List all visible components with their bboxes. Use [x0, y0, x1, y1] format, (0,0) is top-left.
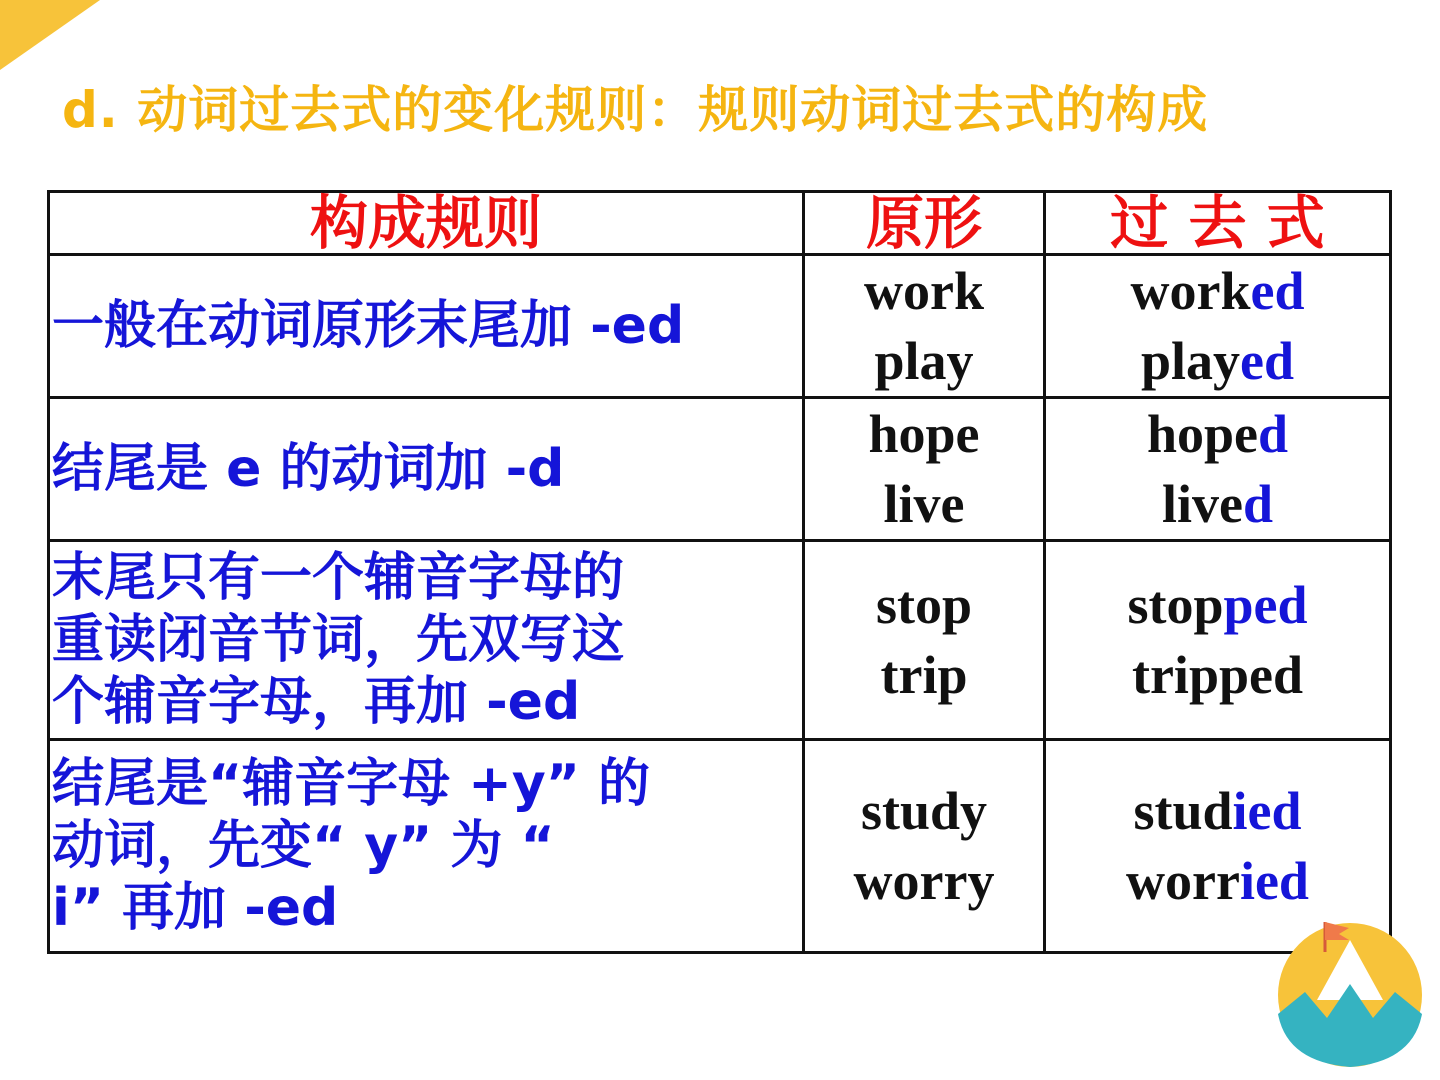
rule-cell: [49, 740, 804, 953]
past-stem: work: [1130, 261, 1251, 321]
base-word: live: [883, 474, 965, 534]
past-word: [1046, 570, 1389, 640]
past-suffix: ped: [1223, 575, 1308, 635]
past-word: [1046, 326, 1389, 396]
base-word: worry: [853, 851, 995, 911]
rule-text: 结尾是“辅音字母 +y” 的: [52, 754, 651, 814]
base-cell: [804, 740, 1045, 953]
past-stem: hope: [1146, 404, 1258, 464]
past-suffix: d: [1242, 474, 1274, 534]
past-word: [1046, 776, 1389, 846]
rule-text: 末尾只有一个辅音字母的: [52, 548, 625, 608]
base-cell: [804, 398, 1045, 541]
past-stem: worr: [1126, 851, 1240, 911]
past-suffix: d: [1258, 404, 1289, 464]
base-word: trip: [880, 645, 968, 705]
rules-table: [47, 190, 1392, 954]
base-word: study: [860, 781, 988, 841]
rule-cell: [49, 255, 804, 398]
rule-cell: [49, 398, 804, 541]
rule-text: 结尾是 e 的动词加 -d: [52, 439, 565, 499]
past-stem: stop: [1127, 575, 1224, 635]
past-word: [1046, 640, 1389, 710]
past-stem: live: [1161, 474, 1243, 534]
past-cell: [1045, 541, 1391, 740]
table-header-row: [49, 192, 1391, 255]
past-cell: [1045, 398, 1391, 541]
rule-text: 动词，先变“ y” 为 “: [52, 816, 555, 876]
mountain-flag-icon: [1277, 922, 1423, 1068]
past-cell: [1045, 255, 1391, 398]
past-word: [1046, 399, 1389, 469]
header-base-form: 原形: [804, 192, 1045, 255]
past-suffix: ed: [1240, 331, 1295, 391]
base-word: work: [864, 261, 984, 321]
past-suffix: ed: [1250, 261, 1305, 321]
table-row: [49, 740, 1391, 953]
base-word: hope: [868, 404, 980, 464]
table-row: [49, 541, 1391, 740]
base-cell: [804, 541, 1045, 740]
header-past-tense: 过 去 式: [1045, 192, 1391, 255]
past-word: [1046, 469, 1389, 539]
past-suffix: ied: [1239, 851, 1309, 911]
past-stem: stud: [1133, 781, 1233, 841]
past-stem: tripped: [1131, 645, 1304, 705]
rule-text: 个辅音字母，再加 -ed: [52, 672, 581, 732]
rule-text: i” 再加 -ed: [52, 878, 339, 938]
base-word: play: [874, 331, 974, 391]
header-rule: 构成规则: [49, 192, 804, 255]
base-cell: [804, 255, 1045, 398]
past-stem: play: [1140, 331, 1241, 391]
rule-cell: [49, 541, 804, 740]
table-row: [49, 398, 1391, 541]
rule-text: 重读闭音节词，先双写这: [52, 610, 625, 670]
page-title: d. 动词过去式的变化规则：规则动词过去式的构成: [62, 81, 1209, 139]
past-suffix: ied: [1232, 781, 1302, 841]
past-word: [1046, 256, 1389, 326]
table-row: [49, 255, 1391, 398]
past-word: [1046, 846, 1389, 916]
corner-decoration: [0, 0, 100, 70]
past-cell: [1045, 740, 1391, 953]
base-word: stop: [875, 575, 973, 635]
rule-text: 一般在动词原形末尾加 -ed: [52, 296, 685, 356]
